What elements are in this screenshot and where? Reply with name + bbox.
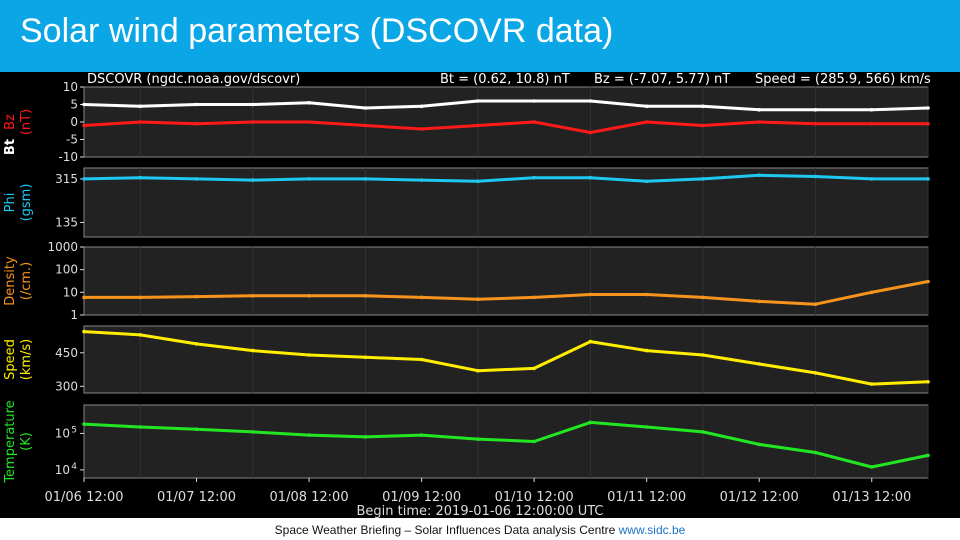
- data-point-bz: [307, 120, 311, 124]
- data-point-temperature: [926, 454, 930, 458]
- data-point-density: [251, 294, 255, 298]
- data-point-bt: [364, 106, 368, 110]
- data-point-phi: [757, 174, 761, 178]
- data-point-bz: [195, 122, 199, 126]
- data-point-density: [139, 296, 143, 300]
- data-point-bz: [139, 120, 143, 124]
- x-tick-label: 01/09 12:00: [382, 490, 462, 505]
- x-tick-label: 01/06 12:00: [44, 490, 124, 505]
- data-point-density: [870, 291, 874, 295]
- data-point-bz: [645, 120, 649, 124]
- data-point-phi: [589, 176, 593, 180]
- data-point-bt: [701, 105, 705, 109]
- data-point-speed: [364, 356, 368, 360]
- data-point-temperature: [814, 451, 818, 455]
- data-point-speed: [645, 349, 649, 353]
- y-axis-label: (gsm): [19, 183, 34, 222]
- data-point-phi: [814, 175, 818, 179]
- data-point-phi: [364, 177, 368, 181]
- data-point-speed: [420, 358, 424, 362]
- data-point-bt: [757, 108, 761, 112]
- y-tick-label: 0: [70, 115, 78, 129]
- data-point-temperature: [757, 443, 761, 447]
- y-tick-exponent: 4: [71, 461, 77, 472]
- y-tick-label: 1: [70, 308, 78, 322]
- panel-temp: [3, 400, 930, 483]
- panel-frame: [84, 326, 928, 393]
- data-point-temperature: [532, 440, 536, 444]
- data-point-speed: [82, 330, 86, 334]
- data-point-density: [420, 296, 424, 300]
- y-axis-label: (nT): [19, 108, 34, 136]
- data-point-density: [307, 294, 311, 298]
- y-tick-label: 450: [55, 345, 78, 360]
- data-point-phi: [195, 177, 199, 181]
- footer: [0, 520, 960, 540]
- data-point-phi: [870, 177, 874, 181]
- panel-speed: [3, 326, 930, 393]
- y-tick-label: 10: [62, 285, 78, 300]
- footer-link[interactable]: www.sidc.be: [618, 523, 686, 537]
- data-point-bz: [251, 120, 255, 124]
- data-point-phi: [307, 177, 311, 181]
- panel-phi: [3, 168, 930, 237]
- data-point-phi: [476, 180, 480, 184]
- y-axis-label: Temperature: [3, 400, 18, 483]
- data-point-bt: [645, 105, 649, 109]
- data-point-phi: [82, 177, 86, 181]
- data-point-temperature: [645, 425, 649, 429]
- header-stat: Bt = (0.62, 10.8) nT: [440, 72, 570, 87]
- y-axis-label-bt: Bt: [3, 138, 18, 156]
- data-point-bt: [307, 101, 311, 105]
- data-point-density: [926, 280, 930, 284]
- x-tick-label: 01/10 12:00: [494, 490, 574, 505]
- data-point-density: [701, 296, 705, 300]
- data-point-bz: [532, 120, 536, 124]
- data-point-phi: [645, 180, 649, 184]
- y-axis-label: (K): [19, 432, 34, 451]
- data-point-density: [589, 293, 593, 297]
- y-tick-label: 135: [55, 215, 78, 230]
- y-tick-label: 10: [54, 426, 70, 441]
- begin-time-label: Begin time: 2019-01-06 12:00:00 UTC: [356, 504, 604, 518]
- data-point-bz: [364, 124, 368, 128]
- data-point-density: [82, 296, 86, 300]
- y-tick-label: 5: [70, 97, 78, 112]
- x-tick-label: 01/12 12:00: [719, 490, 799, 505]
- y-axis-label: Density: [3, 256, 18, 306]
- data-point-density: [757, 300, 761, 304]
- data-point-density: [645, 293, 649, 297]
- y-tick-label: -5: [66, 132, 78, 147]
- data-point-temperature: [420, 433, 424, 437]
- data-point-speed: [926, 380, 930, 384]
- data-point-speed: [476, 369, 480, 373]
- data-point-bt: [926, 106, 930, 110]
- data-point-bz: [82, 124, 86, 128]
- data-point-bz: [814, 122, 818, 126]
- data-point-temperature: [476, 437, 480, 441]
- data-point-speed: [307, 353, 311, 357]
- data-point-density: [195, 295, 199, 299]
- data-point-phi: [926, 177, 930, 181]
- data-point-bt: [476, 99, 480, 103]
- data-point-bt: [139, 105, 143, 109]
- data-point-phi: [251, 178, 255, 182]
- data-point-density: [364, 294, 368, 298]
- y-tick-label: 1000: [47, 240, 78, 254]
- slide-title: Solar wind parameters (DSCOVR data): [20, 12, 614, 50]
- y-axis-label: Speed: [3, 339, 18, 380]
- data-point-phi: [139, 176, 143, 180]
- y-axis-label: (km/s): [19, 338, 34, 381]
- data-point-bt: [870, 108, 874, 112]
- panel-density: [3, 240, 930, 322]
- y-tick-label: 315: [55, 171, 78, 186]
- header-stat: Speed = (285.9, 566) km/s: [755, 72, 931, 87]
- data-point-temperature: [195, 427, 199, 431]
- data-point-temperature: [82, 422, 86, 426]
- data-point-density: [814, 302, 818, 306]
- y-axis-label: Phi: [3, 192, 18, 213]
- title-bar: [0, 0, 960, 72]
- data-point-bt: [589, 99, 593, 103]
- x-tick-label: 01/11 12:00: [607, 490, 687, 505]
- x-tick-label: 01/08 12:00: [269, 490, 349, 505]
- panel-mag: [3, 80, 930, 164]
- data-point-density: [476, 297, 480, 301]
- data-point-temperature: [307, 433, 311, 437]
- data-point-bz: [701, 124, 705, 128]
- data-point-speed: [251, 349, 255, 353]
- data-point-phi: [701, 177, 705, 181]
- footer-text: Space Weather Briefing – Solar Influences Data analysis Centre: [274, 523, 616, 537]
- data-point-speed: [870, 382, 874, 386]
- x-tick-label: 01/13 12:00: [832, 490, 912, 505]
- y-tick-label: 300: [55, 379, 78, 394]
- data-point-bz: [926, 122, 930, 126]
- data-point-bz: [476, 124, 480, 128]
- data-point-bt: [420, 105, 424, 109]
- y-tick-label: -10: [58, 150, 78, 164]
- y-tick-label: 100: [55, 262, 78, 277]
- data-point-bt: [251, 103, 255, 107]
- y-tick-label: 10: [54, 462, 70, 477]
- data-point-bz: [589, 131, 593, 135]
- y-axis-label: (/cm.): [19, 261, 34, 301]
- source-label: DSCOVR (ngdc.noaa.gov/dscovr): [87, 72, 301, 87]
- data-point-bt: [814, 108, 818, 112]
- data-point-speed: [814, 371, 818, 375]
- data-point-speed: [195, 342, 199, 346]
- header-stat: Bz = (-7.07, 5.77) nT: [594, 72, 731, 87]
- data-point-speed: [532, 367, 536, 371]
- x-tick-label: 01/07 12:00: [157, 490, 237, 505]
- y-tick-exponent: 5: [71, 425, 77, 436]
- data-point-density: [532, 296, 536, 300]
- dscovr-chart: [0, 72, 960, 518]
- data-point-temperature: [701, 430, 705, 434]
- data-point-temperature: [870, 465, 874, 469]
- data-point-bt: [532, 99, 536, 103]
- data-point-phi: [532, 176, 536, 180]
- data-point-bt: [82, 103, 86, 107]
- data-point-temperature: [589, 421, 593, 425]
- data-point-bz: [757, 120, 761, 124]
- data-point-bz: [870, 122, 874, 126]
- y-axis-label: Bz: [3, 114, 18, 130]
- data-point-bt: [195, 103, 199, 107]
- data-point-speed: [701, 353, 705, 357]
- data-point-temperature: [364, 435, 368, 439]
- data-point-speed: [139, 333, 143, 337]
- data-point-speed: [757, 362, 761, 366]
- data-point-speed: [589, 340, 593, 344]
- data-point-bz: [420, 127, 424, 131]
- data-point-temperature: [251, 430, 255, 434]
- y-tick-label: 10: [62, 80, 78, 94]
- data-point-phi: [420, 178, 424, 182]
- data-point-temperature: [139, 425, 143, 429]
